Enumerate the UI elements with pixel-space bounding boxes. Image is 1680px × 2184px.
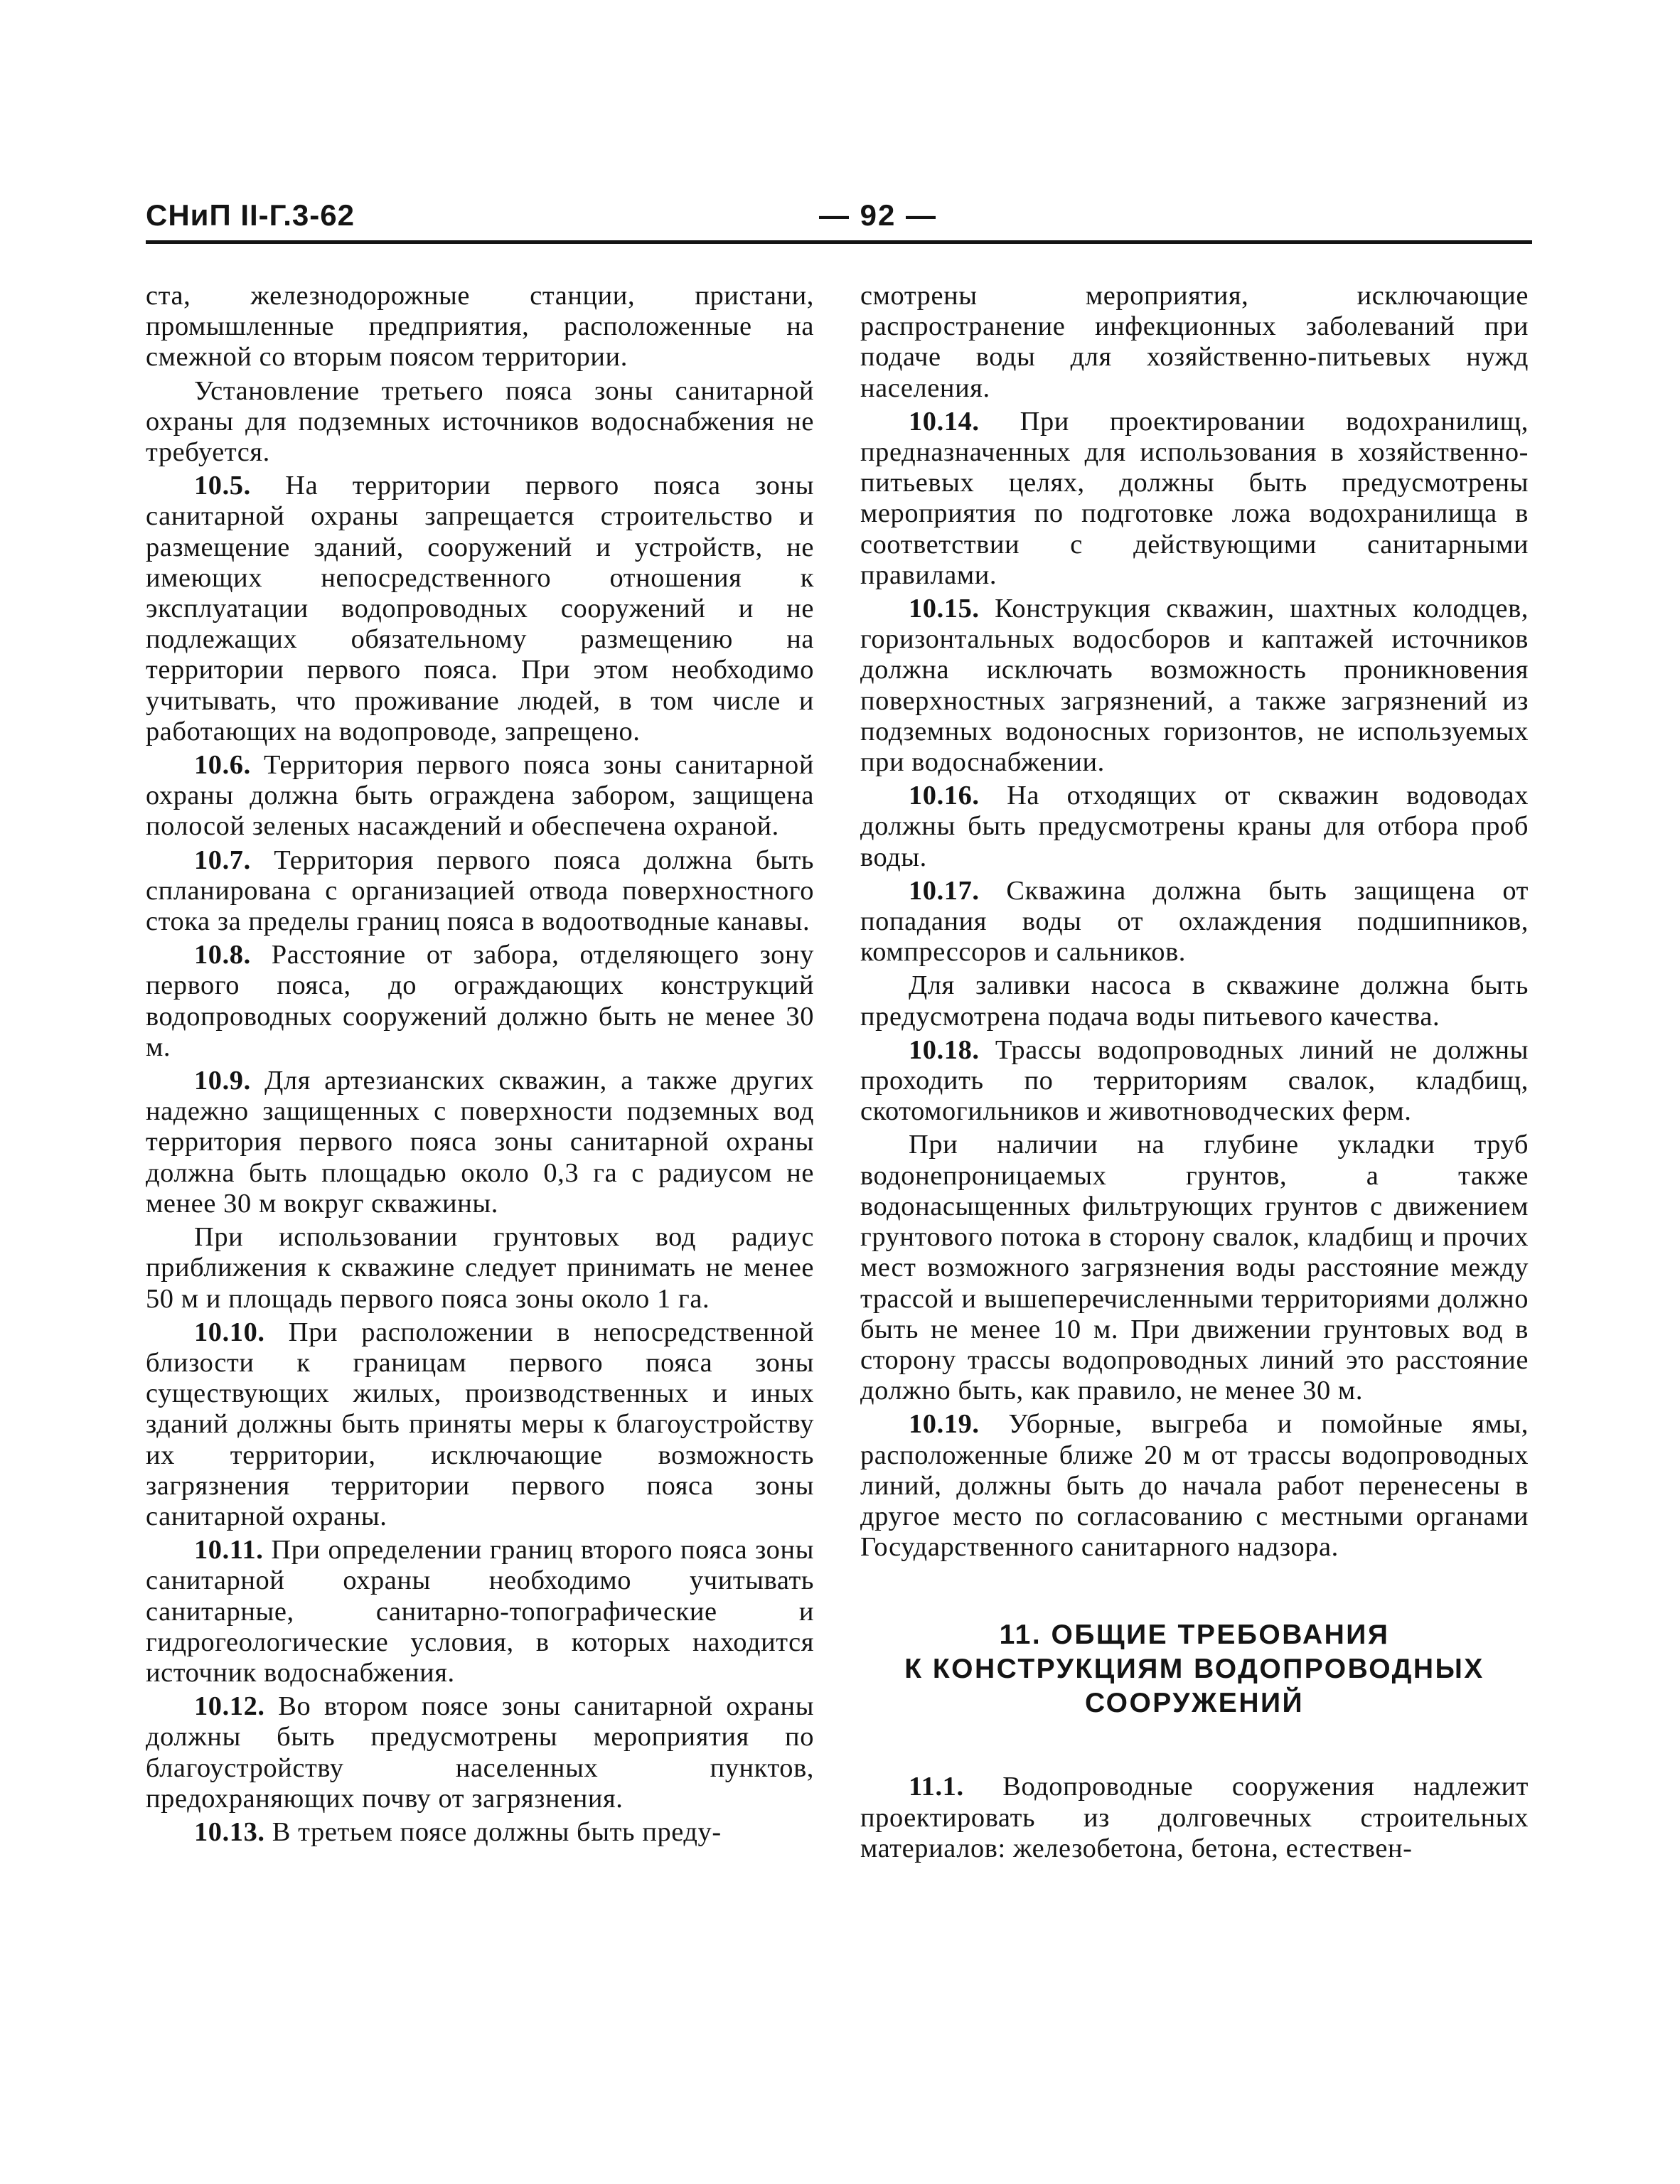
document-code: СНиП II-Г.3-62 [146,198,355,232]
page-header [146,198,1532,242]
clause-number: 10.10. [194,1317,265,1347]
clause-number: 10.7. [194,845,251,875]
clause-number: 10.18. [909,1034,980,1065]
clause-10-19 [860,1409,1529,1563]
paragraph [860,1130,1529,1406]
paragraph-text: При наличии на глубине укладки труб водонепроницаемых грунтов, а также водонасыщенных фильтрующих грунтов с движением грунтового потока в сторону свалок, кладбищ и прочих мест возможного загрязнения воды расстояние между трассой и вышеперечисленными территориями должно быть не менее 10 м. При движении грунтовых вод в сторону трассы водопроводных линий это расстояние должно быть, как правило, не менее 30 м. [860,1130,1529,1406]
clause-number: 10.6. [194,750,251,781]
clause-number: 11.1. [909,1772,964,1802]
paragraph-text: Территория первого пояса зоны санитарной охраны должна быть ограждена забором, защищена полосой зеленых насаждений и обеспечена охраной. [146,750,814,842]
paragraph-text: Трассы водопроводных линий не должны проходить по территориям свалок, кладбищ, скотомогильников и животноводческих ферм. [860,1034,1529,1127]
header-rule [146,240,1532,244]
paragraph [146,281,814,373]
paragraph-text: При проектировании водохранилищ, предназначенных для использования в хозяйственно-питьевых целях, должны быть предусмотрены мероприятия по подготовке ложа водохранилища в соответствии с действующими санитарными правилами. [860,406,1529,590]
page-number: — 92 — [818,198,938,232]
clause-number: 10.11. [194,1535,264,1565]
clause-10-18 [860,1035,1529,1128]
clause-10-6 [146,750,814,842]
section-heading-line: СООРУЖЕНИЙ [1084,1688,1305,1719]
paragraph-text: На территории первого пояса зоны санитарной охраны запрещается строительство и размещение зданий, сооружений и устройств, не имеющих непосредственного отношения к эксплуатации водопроводных сооружений и не подлежащих обязательному размещению на территории первого пояса. При этом необходимо учитывать, что проживание людей, в том числе и работающих на водопроводе, запрещено. [146,471,814,746]
clause-10-5 [146,471,814,747]
paragraph-text: При использовании грунтовых вод радиус приближения к скважине следует принимать не менее 50 м и площадь первого пояса зоны около 1 га. [146,1222,814,1314]
paragraph-text: Водопроводные сооружения надлежит проектировать из долговечных строительных материалов: железобетона, бетона, естествен- [860,1772,1529,1863]
clause-number: 10.8. [194,940,251,970]
clause-number: 10.16. [909,781,980,811]
clause-10-8 [146,940,814,1063]
clause-10-12 [146,1691,814,1814]
clause-number: 10.15. [909,594,980,624]
paragraph-text: смотрены мероприятия, исключающие распространение инфекционных заболеваний при подаче воды для хозяйственно-питьевых нужд населения. [860,281,1529,403]
clause-number: 10.14. [909,406,980,437]
section-heading-line: 11. ОБЩИЕ ТРЕБОВАНИЯ [999,1620,1390,1651]
clause-10-10 [146,1317,814,1532]
paragraph-text: При определении границ второго пояса зоны санитарной охраны необходимо учитывать санитарные, санитарно-топографические и гидрогеологические условия, в которых находится источник водоснабжения. [146,1535,814,1688]
clause-number: 10.17. [909,875,980,906]
clause-10-17 [860,876,1529,968]
clause-10-9 [146,1066,814,1219]
paragraph-text: ста, железнодорожные станции, пристани, промышленные предприятия, расположенные на смежной со вторым поясом территории. [146,281,814,373]
clause-number: 10.5. [194,471,251,501]
paragraph [146,1222,814,1315]
paragraph-text: Территория первого пояса должна быть спланирована с организацией отвода поверхностного стока за пределы границ пояса в водоотводные канавы. [146,845,814,937]
paragraph-text: На отходящих от скважин водоводах должны быть предусмотрены краны для отбора проб воды. [860,781,1529,872]
clause-10-11 [146,1535,814,1688]
paragraph-text: Уборные, выгреба и помойные ямы, расположенные ближе 20 м от трассы водопроводных линий, должны быть до начала работ перенесены в другое место по согласованию с местными органами Государственного санитарного надзора. [860,1409,1529,1563]
clause-number: 10.19. [909,1409,980,1440]
right-column [860,281,1529,1867]
clause-11-1 [860,1772,1529,1864]
paragraph-text: При расположении в непосредственной близости к границам первого пояса зоны существующих жилых, производственных и иных зданий должны быть приняты меры к благоустройству их территории, исключающие возможность загрязнения территории первого пояса зоны санитарной охраны. [146,1317,814,1531]
paragraph [860,970,1529,1032]
clause-10-7 [146,845,814,938]
paragraph [146,376,814,469]
clause-10-13 [146,1817,814,1848]
clause-10-16 [860,781,1529,873]
paragraph-text: Для артезианских скважин, а также других надежно защищенных с поверхности подземных вод территория первого пояса зоны санитарной охраны должна быть площадью около 0,3 га с радиусом не менее 30 м вокруг скважины. [146,1066,814,1219]
clause-10-15 [860,594,1529,778]
paragraph-text: Установление третьего пояса зоны санитарной охраны для подземных источников водоснабжения не требуется. [146,375,814,468]
paragraph [860,281,1529,404]
paragraph-text: Конструкция скважин, шахтных колодцев, горизонтальных водосборов и каптажей источников должна исключать возможность проникновения поверхностных загрязнений, а также загрязнений из подземных водоносных горизонтов, не используемых при водоснабжении. [860,594,1529,778]
paragraph-text: Скважина должна быть защищена от попадания воды от охлаждения подшипников, компрессоров и сальников. [860,875,1529,968]
paragraph-text: В третьем поясе должны быть преду- [264,1816,722,1847]
clause-number: 10.13. [194,1816,265,1847]
section-heading [860,1618,1529,1720]
clause-number: 10.9. [194,1066,251,1096]
clause-number: 10.12. [194,1691,265,1722]
section-heading-line: К КОНСТРУКЦИЯМ ВОДОПРОВОДНЫХ [904,1654,1484,1685]
paragraph-text: Во втором поясе зоны санитарной охраны должны быть предусмотрены мероприятия по благоустройству населенных пунктов, предохраняющих почву от загрязнения. [146,1691,814,1814]
clause-10-14 [860,407,1529,591]
paragraph-text: Для заливки насоса в скважине должна быть предусмотрена подача воды питьевого качества. [860,970,1529,1032]
paragraph-text: Расстояние от забора, отделяющего зону первого пояса, до ограждающих конструкций водопроводных сооружений должно быть не менее 30 м. [146,940,814,1062]
left-column [146,281,814,1851]
